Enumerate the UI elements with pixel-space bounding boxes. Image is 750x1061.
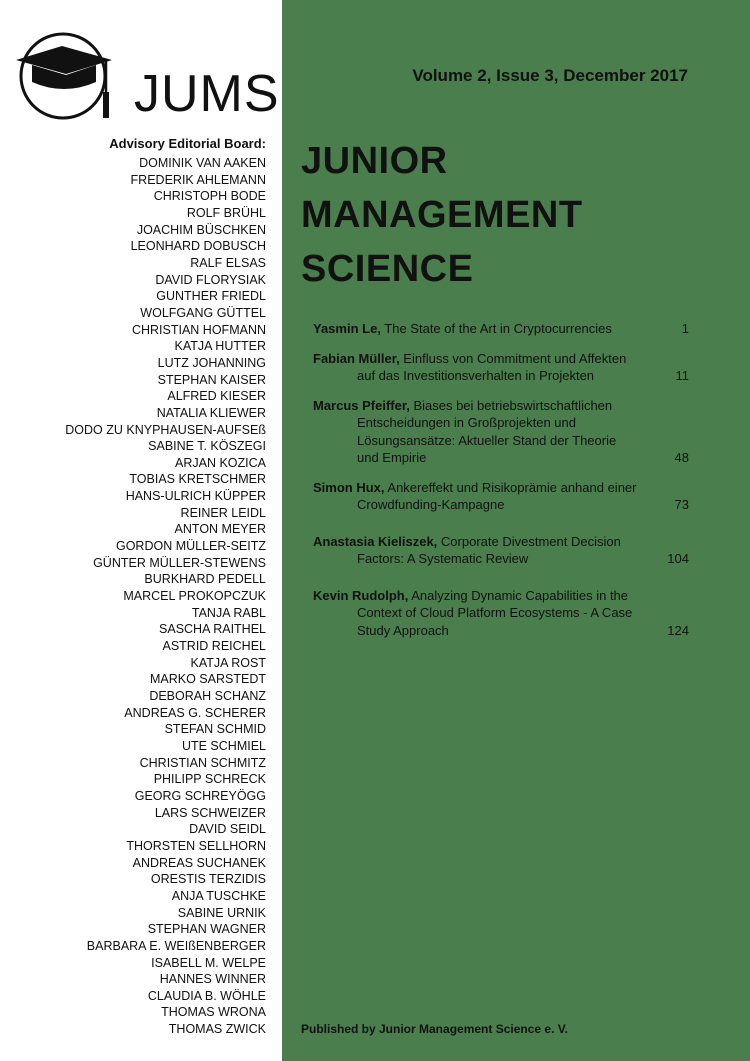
board-member: DODO ZU KNYPHAUSEN-AUFSEß xyxy=(65,422,266,437)
board-member: LEONHARD DOBUSCH xyxy=(130,239,266,254)
board-member: TOBIAS KRETSCHMER xyxy=(129,472,266,487)
toc-entry[interactable] xyxy=(313,397,689,467)
board-member: ANJA TUSCHKE xyxy=(171,888,266,903)
board-member: DOMINIK VAN AAKEN xyxy=(139,156,266,170)
journal-title-line: SCIENCE xyxy=(301,248,474,290)
board-member: MARCEL PROKOPCZUK xyxy=(123,589,266,604)
toc-title: Biases bei betriebswirtschaftlichen Entscheidungen in Großprojekten und Lösungsansätze: Aktueller Stand der Theorie und Empirie xyxy=(357,397,617,465)
board-member: GÜNTER MÜLLER-STEWENS xyxy=(93,555,266,570)
toc-entry[interactable] xyxy=(313,587,689,640)
board-member: ANDREAS G. SCHERER xyxy=(124,705,266,720)
toc-entry[interactable] xyxy=(313,320,689,338)
board-member: LARS SCHWEIZER xyxy=(154,805,266,820)
board-member-list xyxy=(65,155,266,1038)
board-member: HANNES WINNER xyxy=(159,972,266,987)
board-member: BURKHARD PEDELL xyxy=(144,572,266,587)
board-member: ALFRED KIESER xyxy=(167,389,266,404)
board-member: CHRISTIAN HOFMANN xyxy=(131,322,266,337)
board-member: JOACHIM BÜSCHKEN xyxy=(136,222,266,237)
toc-page-number: 48 xyxy=(674,450,689,465)
toc-entry[interactable] xyxy=(313,479,689,514)
journal-title-line: JUNIOR xyxy=(301,140,448,182)
board-member: LUTZ JOHANNING xyxy=(157,355,266,370)
board-member: KATJA ROST xyxy=(190,655,266,670)
board-member: SASCHA RAITHEL xyxy=(159,622,266,637)
board-member: STEFAN SCHMID xyxy=(164,722,266,737)
board-member: REINER LEIDL xyxy=(180,505,266,520)
board-member: NATALIA KLIEWER xyxy=(156,405,266,420)
toc-page-number: 104 xyxy=(667,551,689,566)
board-member: TANJA RABL xyxy=(191,605,266,620)
publisher-line: Published by Junior Management Science e. V. xyxy=(301,1022,568,1036)
toc-title: Analyzing Dynamic Capabilities in the Context of Cloud Platform Ecosystems - A Case Study Approach xyxy=(357,587,633,638)
toc-page-number: 11 xyxy=(675,368,689,383)
board-member: THOMAS ZWICK xyxy=(168,1022,266,1037)
toc-entry[interactable] xyxy=(313,533,689,568)
board-member: SABINE URNIK xyxy=(177,905,266,920)
board-member: DEBORAH SCHANZ xyxy=(149,689,266,703)
board-member: PHILIPP SCHRECK xyxy=(153,772,266,787)
toc-author: Marcus Pfeiffer, xyxy=(313,397,410,413)
board-member: HANS-ULRICH KÜPPER xyxy=(125,489,266,504)
table-of-contents xyxy=(313,320,689,639)
board-member: STEPHAN KAISER xyxy=(157,372,266,387)
toc-title: Einfluss von Commitment und Affekten auf das Investitionsverhalten in Projekten xyxy=(357,350,627,383)
board-member: THOMAS WRONA xyxy=(161,1005,266,1020)
toc-title: The State of the Art in Cryptocurrencies xyxy=(380,321,612,336)
toc-author: Fabian Müller, xyxy=(313,350,400,366)
graduation-cap-icon xyxy=(14,30,126,122)
logo-text: JUMS xyxy=(134,65,280,123)
board-member: WOLFGANG GÜTTEL xyxy=(140,305,266,320)
journal-title xyxy=(301,134,583,296)
toc-page-number: 73 xyxy=(674,497,689,512)
board-title: Advisory Editorial Board: xyxy=(109,136,266,151)
toc-author: Kevin Rudolph, xyxy=(313,587,409,603)
board-member: STEPHAN WAGNER xyxy=(147,922,266,937)
board-member: ANTON MEYER xyxy=(174,522,266,537)
board-member: UTE SCHMIEL xyxy=(181,738,266,753)
journal-title-line: MANAGEMENT xyxy=(301,194,583,236)
board-member: DAVID FLORYSIAK xyxy=(155,272,266,287)
toc-title: Corporate Divestment Decision Factors: A Systematic Review xyxy=(357,533,621,566)
board-member: RALF ELSAS xyxy=(190,255,266,270)
board-member: ASTRID REICHEL xyxy=(162,639,266,654)
board-member: SABINE T. KÖSZEGI xyxy=(148,439,266,454)
board-member: GUNTHER FRIEDL xyxy=(156,289,266,304)
toc-author: Anastasia Kieliszek, xyxy=(313,533,438,549)
toc-page-number: 1 xyxy=(681,321,689,336)
board-member: GORDON MÜLLER-SEITZ xyxy=(115,539,266,554)
board-member: KATJA HUTTER xyxy=(174,339,266,354)
board-member: CHRISTIAN SCHMITZ xyxy=(139,755,266,770)
toc-page-number: 124 xyxy=(667,622,689,638)
toc-entry[interactable] xyxy=(313,350,689,385)
volume-issue: Volume 2, Issue 3, December 2017 xyxy=(412,66,688,85)
board-member: MARKO SARSTEDT xyxy=(150,672,266,687)
toc-author: Yasmin Le, xyxy=(313,321,381,336)
toc-author: Simon Hux, xyxy=(313,479,385,495)
board-member: ISABELL M. WELPE xyxy=(151,955,266,970)
board-member: GEORG SCHREYÖGG xyxy=(134,788,266,803)
board-member: CLAUDIA B. WÖHLE xyxy=(147,988,266,1003)
toc-title: Ankereffekt und Risikoprämie anhand einer Crowdfunding-Kampagne xyxy=(357,479,637,512)
board-member: ORESTIS TERZIDIS xyxy=(150,872,266,887)
board-member: ANDREAS SUCHANEK xyxy=(132,855,266,870)
board-member: THORSTEN SELLHORN xyxy=(126,838,266,853)
board-member: BARBARA E. WEIßENBERGER xyxy=(86,938,266,953)
board-member: FREDERIK AHLEMANN xyxy=(130,172,266,187)
board-member: DAVID SEIDL xyxy=(189,822,266,837)
jums-logo xyxy=(14,30,280,123)
board-member: CHRISTOPH BODE xyxy=(153,189,266,204)
board-member: ROLF BRÜHL xyxy=(186,205,266,220)
board-member: ARJAN KOZICA xyxy=(175,455,266,470)
left-panel xyxy=(0,0,282,1061)
